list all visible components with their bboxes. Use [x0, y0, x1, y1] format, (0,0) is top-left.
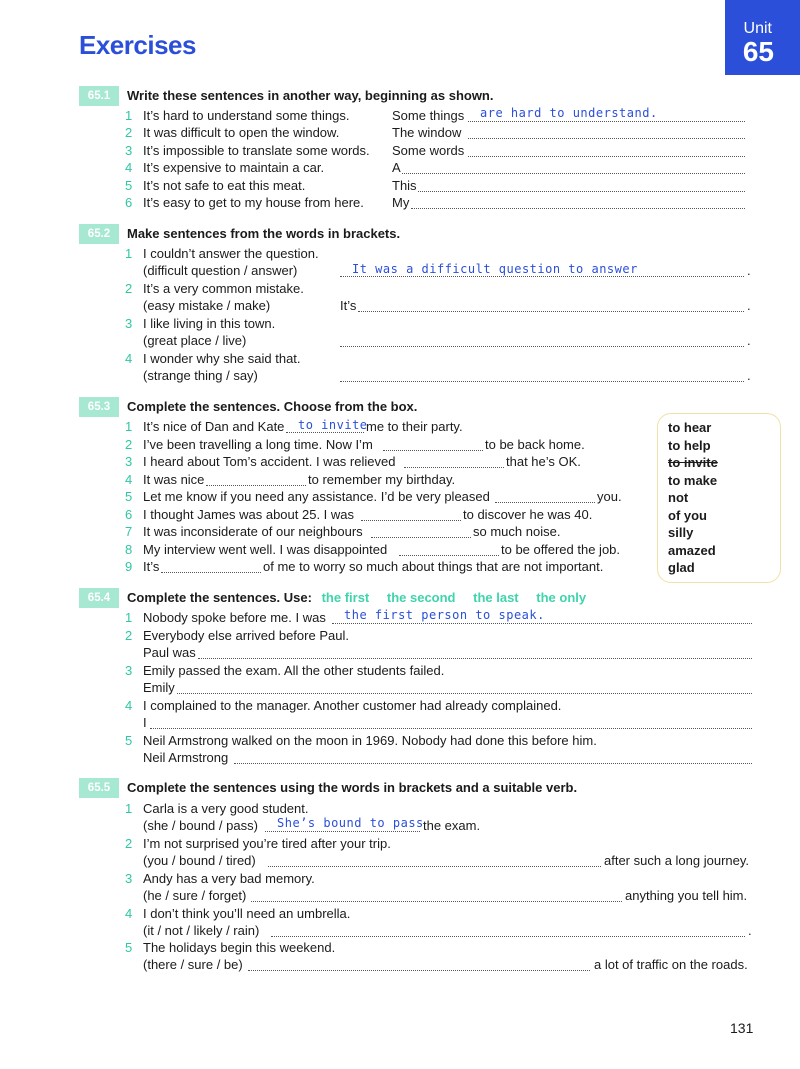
- choice-word: the first: [321, 590, 370, 605]
- item-text: It’s expensive to maintain a car.: [143, 160, 325, 175]
- handwritten-answer: to invite: [298, 418, 368, 432]
- item-text: It’s easy to get to my house from here.: [143, 195, 364, 210]
- answer-line[interactable]: [198, 658, 752, 659]
- page-number: 131: [730, 1020, 754, 1036]
- answer-start: The window: [392, 125, 462, 140]
- answer-start: It’s: [340, 298, 357, 313]
- answer-start: Some things: [392, 108, 465, 123]
- item-number: 6: [125, 195, 133, 210]
- answer-start: This: [392, 178, 417, 193]
- item-prompt: (strange thing / say): [143, 368, 258, 383]
- item-text: I couldn’t answer the question.: [143, 246, 319, 261]
- answer-line[interactable]: [468, 138, 745, 139]
- item-text: I’ve been travelling a long time. Now I’m: [143, 437, 373, 452]
- word-option: to make: [668, 472, 718, 488]
- item-text: It’s a very common mistake.: [143, 281, 304, 296]
- word-option: to hear: [668, 420, 712, 435]
- item-text: It’s not safe to eat this meat.: [143, 178, 306, 193]
- answer-line[interactable]: [251, 901, 622, 902]
- answer-line[interactable]: [468, 156, 745, 157]
- exercise-badge-65-5: 65.5: [79, 778, 119, 798]
- item-text-end: to be back home.: [485, 437, 585, 452]
- exercise-instruction: [127, 590, 586, 605]
- answer-line[interactable]: [150, 728, 752, 729]
- item-number: 3: [125, 454, 133, 469]
- answer-start: I: [143, 715, 147, 730]
- answer-line[interactable]: [271, 936, 745, 937]
- item-number: 5: [125, 489, 133, 504]
- item-number: 2: [125, 125, 133, 140]
- unit-label: Unit: [743, 20, 772, 37]
- instruction-text: Complete the sentences. Use:: [127, 590, 312, 605]
- item-prompt: (it / not / likely / rain): [143, 923, 260, 938]
- answer-line[interactable]: [418, 191, 745, 192]
- item-text: It’s impossible to translate some words.: [143, 143, 370, 158]
- answer-start: A: [392, 160, 401, 175]
- item-text: Nobody spoke before me. I was: [143, 610, 326, 625]
- item-number: 3: [125, 663, 133, 678]
- item-number: 5: [125, 733, 133, 748]
- item-text: It’s nice of Dan and Kate: [143, 419, 285, 434]
- answer-line[interactable]: [371, 537, 471, 538]
- item-text: The holidays begin this weekend.: [143, 940, 336, 955]
- item-text: I’m not surprised you’re tired after your trip.: [143, 836, 391, 851]
- answer-line[interactable]: [206, 485, 306, 486]
- item-number: 3: [125, 143, 133, 158]
- answer-line[interactable]: [161, 572, 261, 573]
- sentence-end: anything you tell him.: [625, 888, 748, 903]
- item-text: It was difficult to open the window.: [143, 125, 340, 140]
- item-number: 4: [125, 698, 133, 713]
- item-prompt: (easy mistake / make): [143, 298, 271, 313]
- answer-line[interactable]: [234, 763, 752, 764]
- sentence-end: after such a long journey.: [604, 853, 750, 868]
- answer-start: Neil Armstrong: [143, 750, 229, 765]
- word-option-used: to invite: [668, 455, 718, 470]
- answer-line[interactable]: [340, 346, 744, 347]
- answer-line[interactable]: [411, 208, 745, 209]
- item-number: 3: [125, 316, 133, 331]
- answer-line[interactable]: [402, 173, 745, 174]
- item-text: It’s hard to understand some things.: [143, 108, 350, 123]
- answer-line[interactable]: [286, 432, 364, 433]
- item-text: I don’t think you’ll need an umbrella.: [143, 906, 351, 921]
- answer-line[interactable]: [340, 276, 744, 277]
- item-text: Andy has a very bad memory.: [143, 871, 315, 886]
- item-text-end: to be offered the job.: [501, 542, 621, 557]
- sentence-end: a lot of traffic on the roads.: [594, 957, 748, 972]
- item-text: It was inconsiderate of our neighbours: [143, 524, 363, 539]
- sentence-end: .: [747, 333, 751, 348]
- choice-word: the last: [473, 590, 519, 605]
- answer-line[interactable]: [248, 970, 590, 971]
- sentence-end: .: [747, 263, 751, 278]
- handwritten-answer: She’s bound to pass: [277, 816, 424, 830]
- word-option: to help: [668, 437, 711, 453]
- answer-line[interactable]: [332, 623, 752, 624]
- item-prompt: (she / bound / pass): [143, 818, 258, 833]
- answer-start: Some words: [392, 143, 465, 158]
- exercise-instruction: Make sentences from the words in brackets.: [127, 226, 401, 241]
- item-text-end: me to their party.: [366, 419, 463, 434]
- item-text: My interview went well. I was disappointed: [143, 542, 388, 557]
- item-text: It’s: [143, 559, 160, 574]
- handwritten-answer: It was a difficult question to answer: [352, 262, 638, 276]
- answer-line[interactable]: [404, 467, 504, 468]
- exercise-instruction: Write these sentences in another way, beginning as shown.: [127, 88, 494, 103]
- item-number: 1: [125, 801, 133, 816]
- answer-line[interactable]: [265, 831, 420, 832]
- sentence-end: .: [747, 298, 751, 313]
- item-prompt: (he / sure / forget): [143, 888, 247, 903]
- item-number: 2: [125, 437, 133, 452]
- answer-line[interactable]: [361, 520, 461, 521]
- item-number: 8: [125, 542, 133, 557]
- answer-line[interactable]: [268, 866, 601, 867]
- item-prompt: (you / bound / tired): [143, 853, 256, 868]
- item-number: 4: [125, 472, 133, 487]
- answer-line[interactable]: [177, 693, 752, 694]
- item-text: Let me know if you need any assistance. I’d be very pleased: [143, 489, 490, 504]
- exercise-instruction: Complete the sentences using the words in brackets and a suitable verb.: [127, 780, 578, 795]
- item-text: I thought James was about 25. I was: [143, 507, 355, 522]
- sentence-end: .: [748, 923, 752, 938]
- item-text-end: you.: [597, 489, 622, 504]
- answer-line[interactable]: [399, 555, 499, 556]
- handwritten-answer: are hard to understand.: [480, 106, 658, 120]
- item-number: 5: [125, 940, 133, 955]
- word-option: of you: [668, 507, 707, 523]
- answer-start: Emily: [143, 680, 175, 695]
- item-prompt: (great place / live): [143, 333, 247, 348]
- item-number: 2: [125, 281, 133, 296]
- unit-number: 65: [742, 36, 774, 67]
- item-text: Emily passed the exam. All the other students failed.: [143, 663, 445, 678]
- item-text: Neil Armstrong walked on the moon in 1969. Nobody had done this before him.: [143, 733, 597, 748]
- answer-line[interactable]: [383, 450, 483, 451]
- item-number: 4: [125, 160, 133, 175]
- word-option: glad: [668, 560, 695, 575]
- choice-word: the only: [536, 590, 587, 605]
- item-text: I wonder why she said that.: [143, 351, 301, 366]
- answer-line[interactable]: [495, 502, 595, 503]
- item-number: 1: [125, 610, 133, 625]
- item-text-end: that he’s OK.: [506, 454, 581, 469]
- item-text: It was nice: [143, 472, 205, 487]
- exercise-badge-65-3: 65.3: [79, 397, 119, 417]
- choice-word: the second: [386, 590, 456, 605]
- item-text: I complained to the manager. Another customer had already complained.: [143, 698, 562, 713]
- word-box: [657, 413, 781, 583]
- exercise-badge-65-2: 65.2: [79, 224, 119, 244]
- answer-line[interactable]: [340, 381, 744, 382]
- item-prompt: (difficult question / answer): [143, 263, 298, 278]
- word-option: amazed: [668, 542, 716, 558]
- answer-start: Paul was: [143, 645, 196, 660]
- item-text: Everybody else arrived before Paul.: [143, 628, 349, 643]
- page-title: Exercises: [79, 30, 196, 60]
- item-number: 1: [125, 246, 133, 261]
- unit-tab: [725, 0, 800, 75]
- item-text-end: so much noise.: [473, 524, 561, 539]
- item-text: Carla is a very good student.: [143, 801, 309, 816]
- item-text: I like living in this town.: [143, 316, 276, 331]
- item-prompt: (there / sure / be): [143, 957, 243, 972]
- item-number: 1: [125, 419, 133, 434]
- exercise-instruction: Complete the sentences. Choose from the box.: [127, 399, 418, 414]
- answer-start: My: [392, 195, 410, 210]
- sentence-end: .: [747, 368, 751, 383]
- answer-line[interactable]: [468, 121, 745, 122]
- item-number: 4: [125, 351, 133, 366]
- sentence-end: the exam.: [423, 818, 481, 833]
- item-number: 6: [125, 507, 133, 522]
- item-number: 4: [125, 906, 133, 921]
- word-option: silly: [668, 525, 694, 540]
- item-text-end: to discover he was 40.: [463, 507, 593, 522]
- item-number: 3: [125, 871, 133, 886]
- exercise-badge-65-1: 65.1: [79, 86, 119, 106]
- exercise-badge-65-4: 65.4: [79, 588, 119, 608]
- item-text-end: of me to worry so much about things that are not important.: [263, 559, 604, 574]
- item-number: 2: [125, 628, 133, 643]
- item-number: 1: [125, 108, 133, 123]
- item-text-end: to remember my birthday.: [308, 472, 456, 487]
- handwritten-answer: the first person to speak.: [344, 608, 545, 622]
- item-number: 9: [125, 559, 133, 574]
- item-number: 5: [125, 178, 133, 193]
- item-number: 2: [125, 836, 133, 851]
- answer-line[interactable]: [358, 311, 744, 312]
- item-number: 7: [125, 524, 133, 539]
- word-option: not: [668, 490, 689, 505]
- item-text: I heard about Tom’s accident. I was relieved: [143, 454, 396, 469]
